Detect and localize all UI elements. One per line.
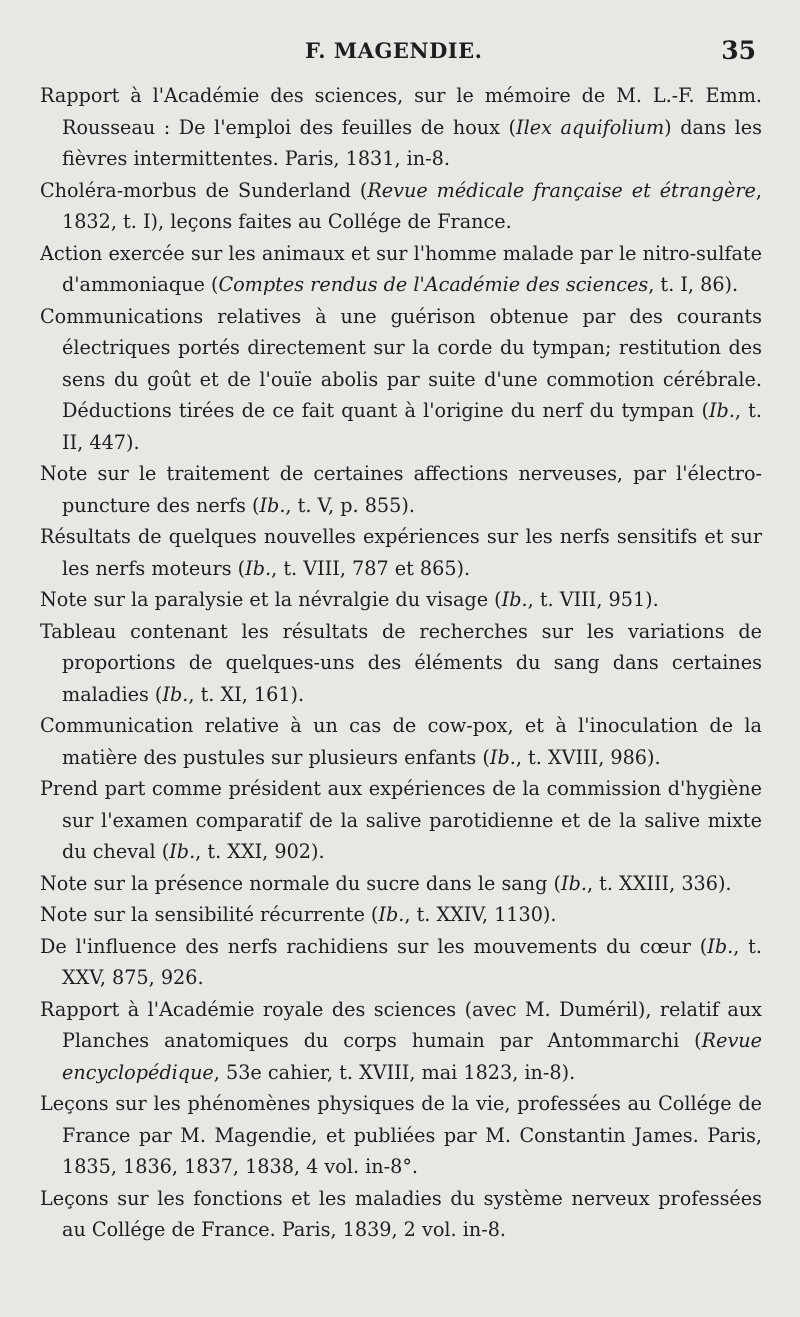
entry-text: Tableau contenant les résultats de recherches sur les variations de proportions de quelques-uns des éléments du sang dans certaines maladies ( [40,619,762,706]
entry-text: Note sur la paralysie et la névralgie du visage ( [40,588,502,611]
running-title: F. MAGENDIE. [305,38,483,63]
bibliography-entry [40,80,762,175]
entry-text: , t. II, 447). [62,399,762,454]
entry-text: Résultats de quelques nouvelles expériences sur les nerfs sensitifs et sur les nerfs moteurs ( [40,525,762,580]
entry-text: , t. VIII, 787 et 865). [271,556,471,580]
bibliography-entry [40,773,762,868]
bibliography-entry [40,710,762,773]
bibliography-entry [40,931,762,994]
page-header [0,38,800,72]
bibliography-entry [40,616,762,711]
entry-text: , t. I, 86). [648,273,739,296]
entry-text: Note sur le traitement de certaines affections nerveuses, par l'électro-puncture des nerfs ( [40,462,762,517]
entry-text: Note sur la présence normale du sucre dans le sang ( [40,871,561,895]
entry-text: , t. XXV, 875, 926. [62,934,762,989]
page-number: 35 [721,36,756,65]
bibliography-entry [40,458,762,521]
entry-text: De l'influence des nerfs rachidiens sur les mouvements du cœur ( [40,934,708,958]
entry-text: Rapport à l'Académie royale des sciences (avec M. Duméril), relatif aux Planches anatomiques du corps humain par Antommarchi ( [40,997,762,1052]
bibliography-entry [40,994,762,1089]
entry-italic-title: Ib. [162,682,189,706]
entry-text: Choléra-morbus de Sunderland ( [40,178,368,202]
entry-text: , t. XXIII, 336). [586,871,732,895]
bibliography-entry [40,521,762,584]
entry-text: Leçons sur les phénomènes physiques de la vie, professées au Collége de France par M. Magendie, et publiées par M. Constantin James. Paris, 1835, 1836, 1837, 1838, 4 vol. in-8°. [40,1092,762,1178]
entry-text: Rapport à l'Académie des sciences, sur le mémoire de M. L.-F. Emm. Rousseau : De l'emploi des feuilles de houx ( [40,84,762,139]
entry-text: Communication relative à un cas de cow-pox, et à l'inoculation de la matière des pustules sur plusieurs enfants ( [40,714,762,769]
entry-text: , t. VIII, 951). [527,588,659,611]
entry-text: Note sur la sensibilité récurrente ( [40,903,379,926]
bibliography-entry [40,1088,762,1183]
entry-italic-title: Ib. [560,871,587,895]
bibliography-list [40,80,762,1246]
entry-text: , 53e cahier, t. XVIII, mai 1823, in-8). [213,1060,576,1084]
entry-italic-title: Comptes rendus de l'Académie des sciences [218,273,649,296]
bibliography-entry [40,301,762,459]
entry-text: Communications relatives à une guérison obtenue par des courants électriques portés directement sur la corde du tympan; restitution des sens du goût et de l'ouïe abolis par suite d'une commotion cérébrale. Déductions tirées de ce fait quant à l'origine du nerf du tympan ( [40,304,762,422]
entry-italic-title: Ib. [169,840,196,863]
entry-text: Prend part comme président aux expériences de la commission d'hygiène sur l'examen comparatif de la salive parotidienne et de la salive mixte du cheval ( [40,777,762,863]
entry-text: Leçons sur les fonctions et les maladies du système nerveux professées au Collége de France. Paris, 1839, 2 vol. in-8. [40,1186,762,1241]
bibliography-entry [40,1183,762,1246]
bibliography-entry [40,175,762,238]
entry-italic-title: Ib. [708,399,735,422]
entry-italic-title: Revue médicale française et étrangère [367,178,756,202]
entry-text: Action exercée sur les animaux et sur l'homme malade par le nitro-sulfate d'ammoniaque ( [40,241,762,296]
entry-italic-title: Ib. [378,903,405,926]
entry-text: , t. XVIII, 986). [515,745,661,769]
bibliography-entry [40,238,762,301]
entry-italic-title: Ib. [501,588,528,611]
entry-text: ) dans les fièvres intermittentes. Paris, 1831, in-8. [62,115,763,170]
entry-text: , t. XXI, 902). [195,840,325,863]
entry-italic-title: Ilex aquifolium [516,115,665,139]
bibliography-entry [40,584,762,616]
entry-italic-title: Revue encyclopédique [62,1029,762,1084]
entry-text: , t. XXIV, 1130). [404,903,557,926]
entry-italic-title: Ib. [259,493,286,517]
entry-italic-title: Ib. [707,934,734,958]
bibliography-entry [40,868,762,900]
entry-text: , t. XI, 161). [188,682,305,706]
entry-text: , 1832, t. I), leçons faites au Collége de France. [62,178,763,233]
entry-text: , t. V, p. 855). [285,493,415,517]
entry-italic-title: Ib. [245,556,272,580]
bibliography-entry [40,899,762,931]
entry-italic-title: Ib. [489,745,516,769]
